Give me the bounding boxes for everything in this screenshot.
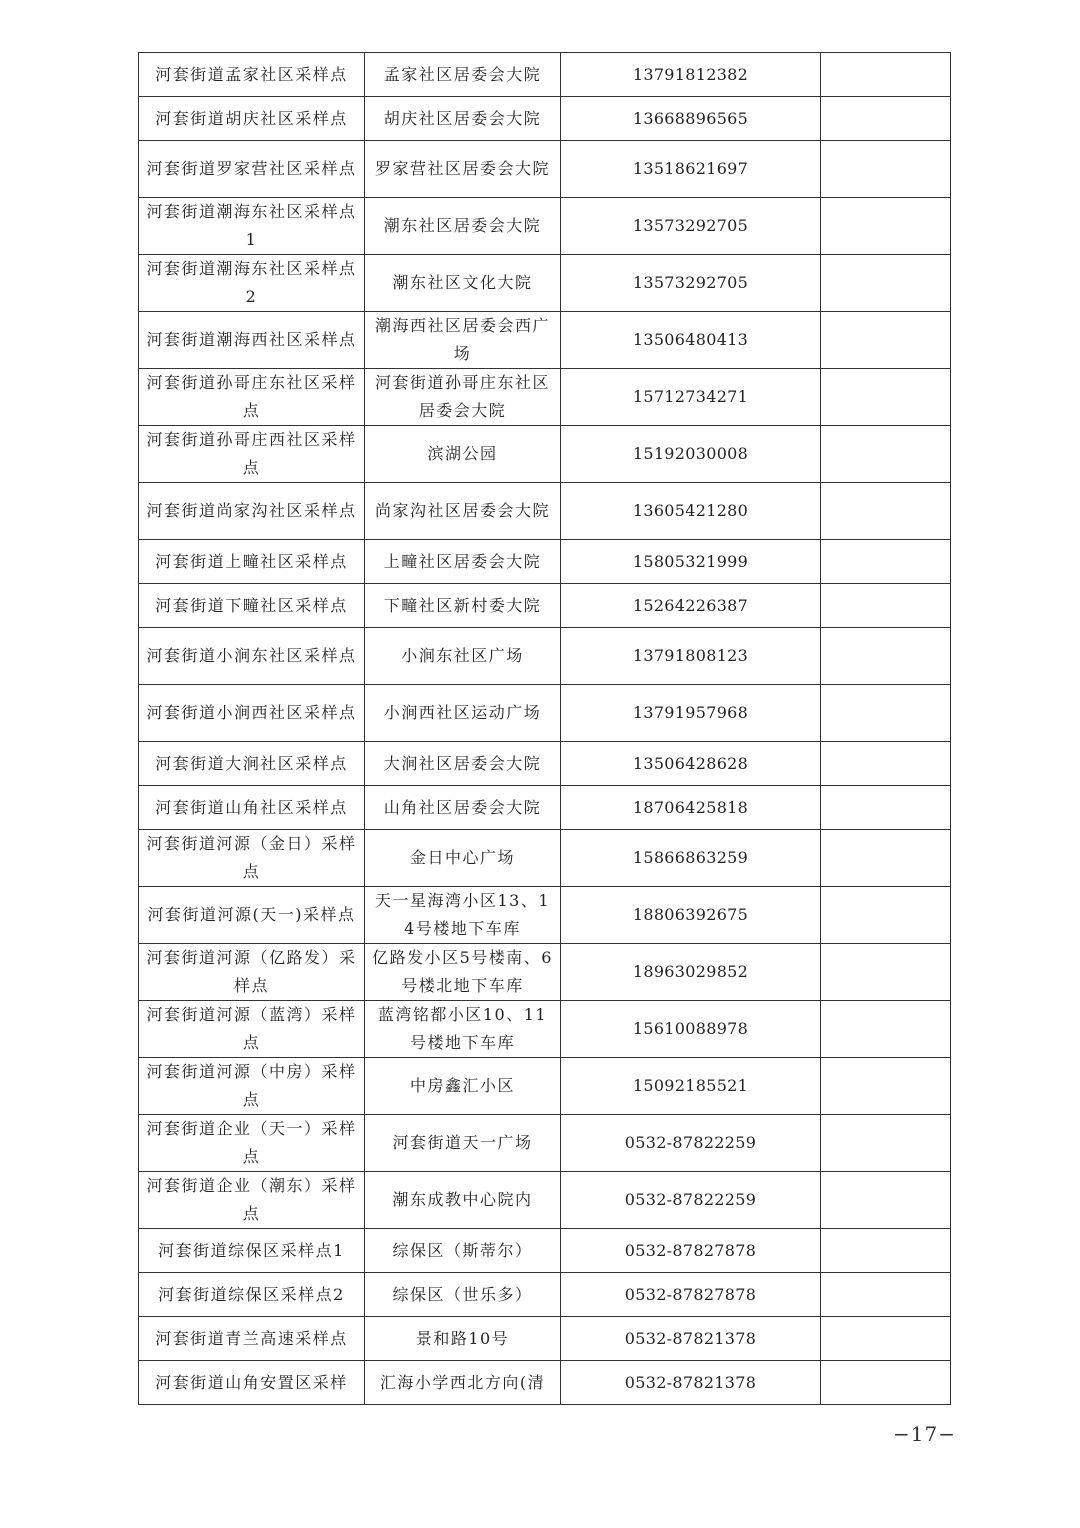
table-row	[139, 685, 951, 742]
table-row	[139, 944, 951, 1001]
location-cell: 潮东社区文化大院	[365, 255, 561, 312]
phone-cell: 0532-87822259	[561, 1172, 821, 1229]
location-cell: 潮东社区居委会大院	[365, 198, 561, 255]
table-row	[139, 1317, 951, 1361]
note-cell	[821, 1317, 951, 1361]
table-row	[139, 1229, 951, 1273]
location-cell: 潮东成教中心院内	[365, 1172, 561, 1229]
phone-cell: 13573292705	[561, 198, 821, 255]
phone-cell: 15866863259	[561, 830, 821, 887]
site-name-cell: 河套街道综保区采样点2	[139, 1273, 365, 1317]
location-cell: 汇海小学西北方向(清	[365, 1361, 561, 1405]
location-cell: 河套街道孙哥庄东社区居委会大院	[365, 369, 561, 426]
site-name-cell: 河套街道潮海东社区采样点2	[139, 255, 365, 312]
location-cell: 小涧西社区运动广场	[365, 685, 561, 742]
phone-cell: 15712734271	[561, 369, 821, 426]
site-name-cell: 河套街道大涧社区采样点	[139, 742, 365, 786]
site-name-cell: 河套街道下疃社区采样点	[139, 584, 365, 628]
phone-cell: 13791957968	[561, 685, 821, 742]
note-cell	[821, 830, 951, 887]
site-name-cell: 河套街道河源（中房）采样点	[139, 1058, 365, 1115]
note-cell	[821, 1172, 951, 1229]
phone-cell: 13668896565	[561, 97, 821, 141]
table-row	[139, 786, 951, 830]
table-row	[139, 198, 951, 255]
location-cell: 景和路10号	[365, 1317, 561, 1361]
location-cell: 天一星海湾小区13、14号楼地下车库	[365, 887, 561, 944]
note-cell	[821, 255, 951, 312]
table-row	[139, 1115, 951, 1172]
table-row	[139, 628, 951, 685]
note-cell	[821, 53, 951, 97]
note-cell	[821, 944, 951, 1001]
table-row	[139, 1273, 951, 1317]
location-cell: 大涧社区居委会大院	[365, 742, 561, 786]
note-cell	[821, 141, 951, 198]
phone-cell: 13506428628	[561, 742, 821, 786]
table-row	[139, 887, 951, 944]
note-cell	[821, 312, 951, 369]
phone-cell: 13573292705	[561, 255, 821, 312]
note-cell	[821, 540, 951, 584]
location-cell: 中房鑫汇小区	[365, 1058, 561, 1115]
table-row	[139, 742, 951, 786]
phone-cell: 18706425818	[561, 786, 821, 830]
phone-cell: 15092185521	[561, 1058, 821, 1115]
site-name-cell: 河套街道潮海西社区采样点	[139, 312, 365, 369]
site-name-cell: 河套街道小涧西社区采样点	[139, 685, 365, 742]
table-row	[139, 141, 951, 198]
table-row	[139, 97, 951, 141]
table-row	[139, 483, 951, 540]
site-name-cell: 河套街道山角社区采样点	[139, 786, 365, 830]
note-cell	[821, 742, 951, 786]
phone-cell: 0532-87822259	[561, 1115, 821, 1172]
note-cell	[821, 584, 951, 628]
note-cell	[821, 97, 951, 141]
sampling-sites-table	[138, 52, 951, 1405]
phone-cell: 13506480413	[561, 312, 821, 369]
note-cell	[821, 685, 951, 742]
site-name-cell: 河套街道尚家沟社区采样点	[139, 483, 365, 540]
site-name-cell: 河套街道企业（天一）采样点	[139, 1115, 365, 1172]
note-cell	[821, 887, 951, 944]
note-cell	[821, 198, 951, 255]
location-cell: 综保区（斯蒂尔）	[365, 1229, 561, 1273]
site-name-cell: 河套街道孟家社区采样点	[139, 53, 365, 97]
location-cell: 小涧东社区广场	[365, 628, 561, 685]
site-name-cell: 河套街道胡庆社区采样点	[139, 97, 365, 141]
table-row	[139, 1361, 951, 1405]
phone-cell: 13791808123	[561, 628, 821, 685]
note-cell	[821, 1229, 951, 1273]
phone-cell: 13791812382	[561, 53, 821, 97]
table-row	[139, 1001, 951, 1058]
phone-cell: 18806392675	[561, 887, 821, 944]
site-name-cell: 河套街道罗家营社区采样点	[139, 141, 365, 198]
location-cell: 山角社区居委会大院	[365, 786, 561, 830]
location-cell: 河套街道天一广场	[365, 1115, 561, 1172]
table-row	[139, 1172, 951, 1229]
phone-cell: 0532-87821378	[561, 1317, 821, 1361]
location-cell: 蓝湾铭都小区10、11号楼地下车库	[365, 1001, 561, 1058]
site-name-cell: 河套街道潮海东社区采样点1	[139, 198, 365, 255]
note-cell	[821, 1115, 951, 1172]
table-row	[139, 830, 951, 887]
note-cell	[821, 426, 951, 483]
table-row	[139, 1058, 951, 1115]
phone-cell: 0532-87821378	[561, 1361, 821, 1405]
phone-cell: 15264226387	[561, 584, 821, 628]
phone-cell: 13605421280	[561, 483, 821, 540]
phone-cell: 15805321999	[561, 540, 821, 584]
note-cell	[821, 1273, 951, 1317]
table-body	[139, 53, 951, 1405]
site-name-cell: 河套街道企业（潮东）采样点	[139, 1172, 365, 1229]
site-name-cell: 河套街道青兰高速采样点	[139, 1317, 365, 1361]
location-cell: 孟家社区居委会大院	[365, 53, 561, 97]
site-name-cell: 河套街道综保区采样点1	[139, 1229, 365, 1273]
site-name-cell: 河套街道河源（金日）采样点	[139, 830, 365, 887]
site-name-cell: 河套街道山角安置区采样	[139, 1361, 365, 1405]
note-cell	[821, 369, 951, 426]
table-row	[139, 369, 951, 426]
phone-cell: 0532-87827878	[561, 1273, 821, 1317]
note-cell	[821, 483, 951, 540]
phone-cell: 15610088978	[561, 1001, 821, 1058]
location-cell: 尚家沟社区居委会大院	[365, 483, 561, 540]
site-name-cell: 河套街道孙哥庄东社区采样点	[139, 369, 365, 426]
location-cell: 罗家营社区居委会大院	[365, 141, 561, 198]
note-cell	[821, 1361, 951, 1405]
table-row	[139, 540, 951, 584]
site-name-cell: 河套街道孙哥庄西社区采样点	[139, 426, 365, 483]
phone-cell: 15192030008	[561, 426, 821, 483]
phone-cell: 13518621697	[561, 141, 821, 198]
location-cell: 潮海西社区居委会西广场	[365, 312, 561, 369]
location-cell: 亿路发小区5号楼南、6号楼北地下车库	[365, 944, 561, 1001]
note-cell	[821, 1058, 951, 1115]
phone-cell: 0532-87827878	[561, 1229, 821, 1273]
location-cell: 下疃社区新村委大院	[365, 584, 561, 628]
location-cell: 上疃社区居委会大院	[365, 540, 561, 584]
table-row	[139, 255, 951, 312]
table-row	[139, 53, 951, 97]
table-row	[139, 426, 951, 483]
location-cell: 滨湖公园	[365, 426, 561, 483]
site-name-cell: 河套街道上疃社区采样点	[139, 540, 365, 584]
table-row	[139, 312, 951, 369]
site-name-cell: 河套街道河源（蓝湾）采样点	[139, 1001, 365, 1058]
site-name-cell: 河套街道河源(天一)采样点	[139, 887, 365, 944]
note-cell	[821, 1001, 951, 1058]
site-name-cell: 河套街道河源（亿路发）采样点	[139, 944, 365, 1001]
phone-cell: 18963029852	[561, 944, 821, 1001]
note-cell	[821, 786, 951, 830]
location-cell: 胡庆社区居委会大院	[365, 97, 561, 141]
table-row	[139, 584, 951, 628]
note-cell	[821, 628, 951, 685]
site-name-cell: 河套街道小涧东社区采样点	[139, 628, 365, 685]
location-cell: 金日中心广场	[365, 830, 561, 887]
page-number: −17−	[893, 1422, 956, 1446]
location-cell: 综保区（世乐多）	[365, 1273, 561, 1317]
